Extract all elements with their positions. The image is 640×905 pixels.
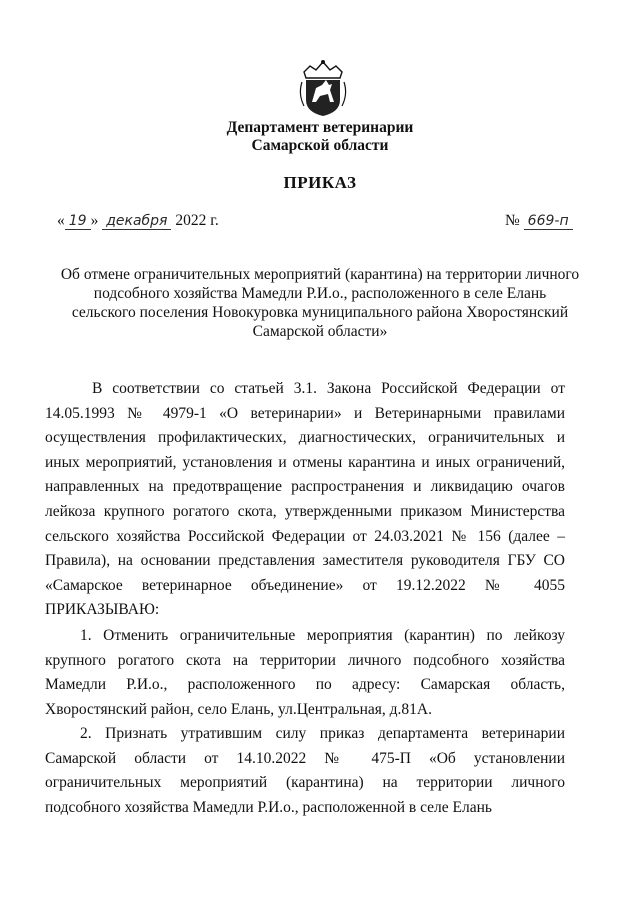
samara-coat-of-arms-icon	[296, 58, 350, 118]
order-date	[57, 212, 219, 230]
order-number-handwritten: 669-п	[524, 213, 573, 230]
date-day-handwritten: 19	[65, 213, 91, 230]
date-quote-open: «	[57, 212, 65, 229]
order-subject: Об отмене ограничительных мероприятий (карантина) на территории личного подсобного хозяйства Мамедли Р.И.о., расположенного в селе Елань сельского поселения Новокуровка муниципального района Хворостянский Самарской области»	[60, 266, 580, 340]
order-item-2: 2. Признать утратившим силу приказ департамента ветеринарии Самарской области от 14.10.2022 № 475-П «Об установлении ограничительных мероприятий (карантина) на территории личного подсобного хозяйства Мамедли Р.И.о., расположенной в селе Елань	[45, 725, 565, 816]
department-name-line1: Департамент ветеринарии	[226, 119, 414, 136]
date-year: 2022 г.	[175, 212, 219, 229]
date-month-handwritten: декабря	[102, 213, 171, 230]
order-number	[505, 212, 573, 230]
department-name-line2: Самарской области	[251, 137, 389, 154]
date-quote-close: »	[90, 212, 99, 229]
order-item-1: 1. Отменить ограничительные мероприятия (карантин) по лейкозу крупного рогатого скота на территории личного подсобного хозяйства Мамедли Р.И.о., расположенного по адресу: Самарская область, Хворостянский район, село Елань, ул.Центральная, д.81А.	[45, 627, 565, 718]
preamble-paragraph: В соответствии со статьей 3.1. Закона Российской Федерации от 14.05.1993 № 4979-1 «О ветеринарии» и Ветеринарными правилами осуществления профилактических, диагностических, ограничительных и иных мероприятий, установления и отмены карантина и иных ограничений, направленных на предотвращение распространения и ликвидацию очагов лейкоза крупного рогатого скота, утвержденными приказом Министерства сельского хозяйства Российской Федерации от 24.03.2021 № 156 (далее – Правила), на основании представления заместителя руководителя ГБУ СО «Самарское ветеринарное объединение» от 19.12.2022 № 4055 ПРИКАЗЫВАЮ:	[45, 380, 565, 619]
number-sign: №	[505, 212, 520, 229]
document-title: ПРИКАЗ	[283, 173, 357, 192]
